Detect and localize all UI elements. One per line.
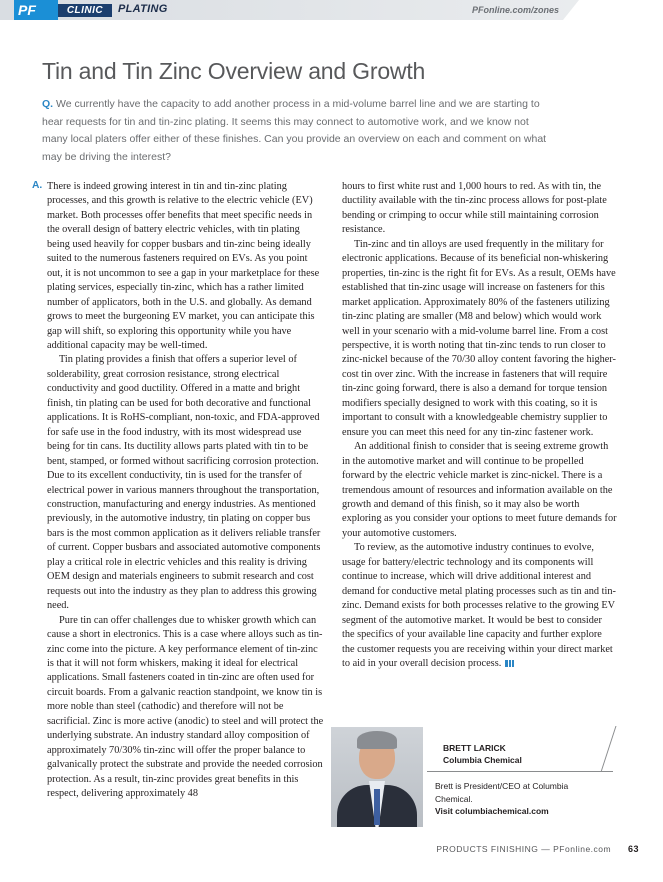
answer-paragraph: An additional finish to consider that is seeing extreme growth in the automotive market and will continue to be propelled forward by the electric vehicle market is zinc-nickel. There is a tremendous amount of resources and information available on the growth and demand of this finish, so it may also be worth exploring as you consider your options to meet future demands for your automotive customers. bbox=[342, 441, 617, 539]
pf-logo: PF bbox=[14, 0, 58, 20]
answer-paragraph: Pure tin can offer challenges due to whisker growth which can cause a short in electronics. This is a case where alloys such as tin-zinc come into the picture. A key performance element of tin-zinc is that it will not form whiskers, making it ideal for electrical applications. Small fasteners coated in tin-zinc are often used for circuit boards. From a galvanic reaction standpoint, we know tin is more noble than steel (cathodic) and therefore will not be sacrificial. Zinc is more active (anodic) to steel and will protect the underlying substrate. An industry standard alloy composition of approximately 70/30% tin-zinc will offer the proper balance to galvanically protect the substrate and provide the needed corrosion protection. As a result, tin-zinc provides great benefits in this respect, delivering approximately 48 bbox=[47, 614, 324, 800]
author-website-link[interactable]: Visit columbiachemical.com bbox=[435, 806, 549, 816]
author-bio-text: Brett is President/CEO at Columbia Chemical. bbox=[435, 781, 569, 804]
author-name: BRETT LARICK bbox=[443, 743, 506, 753]
answer-column-right bbox=[342, 180, 617, 671]
question-marker: Q. bbox=[42, 98, 54, 110]
page-footer bbox=[436, 844, 639, 854]
answer-paragraph: Tin plating provides a finish that offers a superior level of solderability, great corrosion resistance, strong electrical conductivity and good ductility. Offered in a matte and bright finish, tin plating can be used for both decorative and functional applications. It is RoHS-compliant, non-toxic, and FDA-approved for safe use in the food industry, with its most widespread use being for tin cans. Its ductility allows parts plated with tin to be bent, stamped, or formed without sacrificing corrosion protection. Due to its excellent conductivity, tin is used for the transfer of electrical power in various manners throughout the transportation, construction, manufacturing and energy industries. As mentioned previously, in the automotive industry, tin plating on copper bus bars is the most common application as it delivers reliable transfer of current. Copper busbars and associated automotive components play a critical role in electric vehicles and this reality is driving OEM design and materials engineers to submit research and cost requests out into the industry as they plan to address this growing need. bbox=[47, 354, 321, 612]
header-url[interactable]: PFonline.com/zones bbox=[471, 5, 559, 15]
answer-marker: A. bbox=[32, 180, 43, 191]
author-photo bbox=[331, 727, 423, 827]
end-mark-icon bbox=[505, 660, 514, 667]
article-title: Tin and Tin Zinc Overview and Growth bbox=[42, 58, 426, 84]
answer-paragraph-last bbox=[342, 541, 617, 671]
answer-paragraph: hours to first white rust and 1,000 hours to red. As with tin, the ductility available with the tin-zinc process allows for post-plate bending or crimping to occur while still maintaining corrosion resistance. bbox=[342, 181, 607, 236]
header-corner bbox=[563, 0, 663, 20]
answer-paragraph: Tin-zinc and tin alloys are used frequently in the military for electronic applications. Because of its beneficial non-whiskering properties, tin-zinc is the right fit for EVs. As a result, OEMs have established that tin-zinc usage will increase on fasteners for this market application. Approximately 80% of the fasteners utilizing tin-zinc plating are smaller (M8 and below) which would work well in your scenario with a mid-volume barrel line. From a cost perspective, it is worth noting that tin-zinc tends to run closer to zinc-nickel because of the 70/30 alloy content favoring the higher-cost tin over zinc. With the increase in fasteners that will require tin-zinc going forward, there is also a demand for torque tension modifiers specially designed to work with this coating, so it is important to consult with a knowledgeable chemistry supplier to ensure you can meet this need for any tin-zinc fastener work. bbox=[342, 238, 616, 438]
clinic-badge: CLINIC bbox=[58, 4, 112, 17]
author-company: Columbia Chemical bbox=[443, 755, 522, 765]
answer-column-left bbox=[47, 180, 325, 801]
answer-paragraph-text: To review, as the automotive industry continues to evolve, usage for battery/electric technology and its components will continue to increase, which will drive additional interest and demand for conductive metal plating processes such as tin and tin-zinc. Demand exists for both processes relative to the growing EV segment of the automotive market. It would be best to consider the specifics of your available line capacity and further explore the customer requests you are receiving within your direct market to aid in your overall decision process. bbox=[342, 542, 616, 669]
author-box bbox=[331, 727, 611, 827]
answer-paragraph: There is indeed growing interest in tin and tin-zinc plating processes, and this growth is relative to the electric vehicle (EV) market. Both processes offer benefits that meet specific needs in the overall design of battery electric vehicles, with tin plating being used heavily for copper busbars and tin-zinc being ideally suited to the numerous fasteners required on EVs. As you point out, it is not uncommon to see a gap in your marketplace for these plating services, especially tin-zinc, which has a rather limited number of applicators, both in the U.S. and globally. As demand grows to meet the burgeoning EV market, you can anticipate this gap will shift, so exploring this opportunity while you have additional capacity may be well-timed. bbox=[47, 181, 320, 351]
page-number: 63 bbox=[627, 844, 639, 854]
question-text: We currently have the capacity to add another process in a mid-volume barrel line and we are starting to hear requests for tin and tin-zinc plating. It seems this may connect to automotive work, and we know not many local platers offer either of these finishes. Can you provide an overview on each and comment on what may be driving the interest? bbox=[42, 98, 547, 163]
question-block bbox=[42, 96, 552, 166]
author-bio bbox=[435, 780, 605, 818]
header-bar bbox=[0, 0, 663, 20]
footer-publication: PRODUCTS FINISHING — PFonline.com bbox=[436, 844, 612, 854]
section-topic: PLATING bbox=[118, 3, 168, 15]
